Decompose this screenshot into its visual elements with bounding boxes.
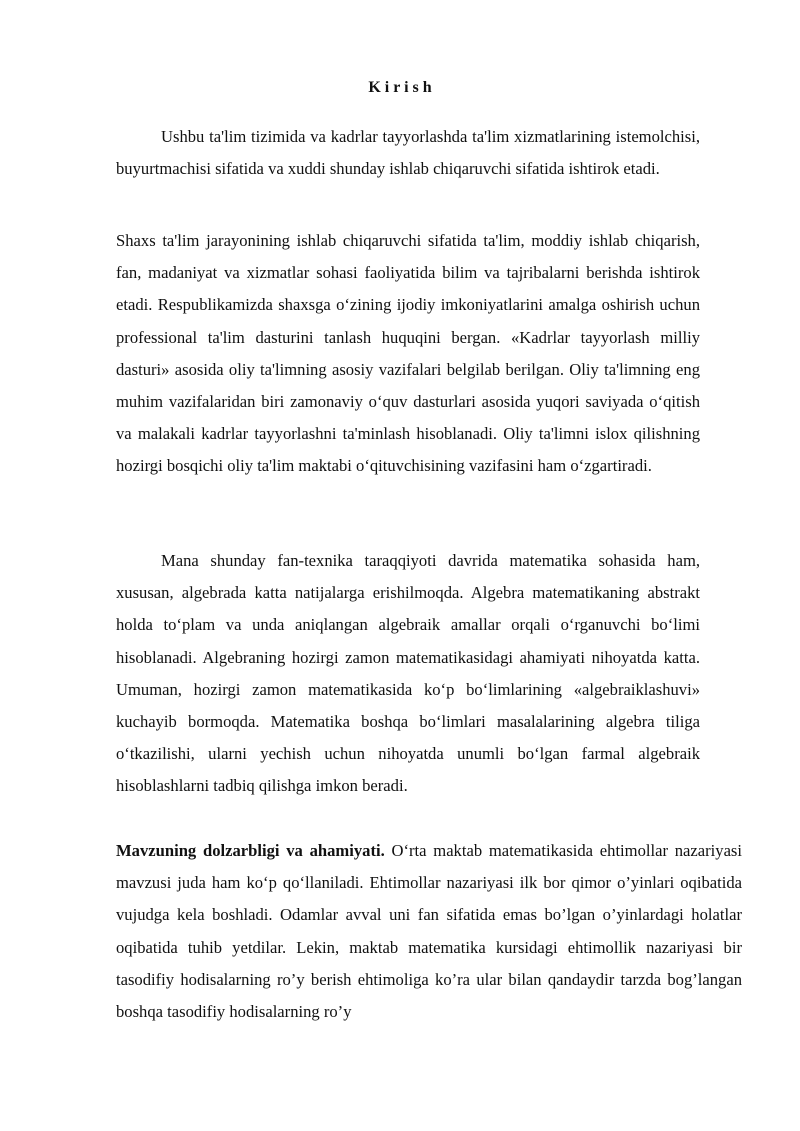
paragraph-intro: Ushbu ta'lim tizimida va kadrlar tayyorlashda ta'lim xizmatlarining istemolchisi, buyurtmachisi sifatida va xuddi shunday ishlab chiqaruvchi sifatida ishtirok etadi. — [116, 127, 700, 179]
paragraph-relevance — [116, 835, 742, 1028]
relevance-heading: Mavzuning dolzarbligi va ahamiyati. — [116, 841, 385, 860]
relevance-text: O‘rta maktab matematikasida ehtimollar nazariyasi mavzusi juda ham ko‘p qo‘llaniladi. Ehtimollar nazariyasi ilk bor qimor o’yinlari oqibatida vujudga kela boshladi. Odamlar avval uni fan sifatida emas bo’lgan o’yinlardagi holatlar oqibatida tuhib yetdilar. Lekin, maktab matematika kursidagi ehtimollik nazariyasi bir tasodifiy hodisalarning ro’y berish ehtimoliga ko’ra ular bilan qandaydir tarzda bog’langan boshqa tasodifiy hodisalarning ro’y — [116, 841, 742, 1022]
page-title: K i r i s h — [368, 79, 432, 96]
paragraph-algebra: Mana shunday fan-texnika taraqqiyoti davrida matematika sohasida ham, xususan, algebrada katta natijalarga erishilmoqda. Algebra matematikaning abstrakt holda to‘plam va unda aniqlangan algebraik amallar orqali o‘rganuvchi bo‘limi hisoblanadi. Algebraning hozirgi zamon matematikasidagi ahamiyati nihoyatda katta. Umuman, hozirgi zamon matematikasida ko‘p bo‘limlarining «algebraiklashuvi» kuchayib bormoqda. Matematika boshqa bo‘limlari masalalarining algebra tiliga o‘tkazilishi, ularni yechish uchun nihoyatda unumli bo‘lgan farmal algebraik hisoblashlarni tadbiq qilishga imkon beradi. — [116, 551, 700, 796]
paragraph-higher-education: Shaxs ta'lim jarayonining ishlab chiqaruvchi sifatida ta'lim, moddiy ishlab chiqarish, fan, madaniyat va xizmatlar sohasi faoliyatida bilim va tajribalarni berishda ishtirok etadi. Respublikamizda shaxsga o‘zining ijodiy imkoniyatlarini amalga oshirish uchun professional ta'lim dasturini tanlash huquqini bergan. «Kadrlar tayyorlash milliy dasturi» asosida oliy ta'limning asosiy vazifalari belgilab berilgan. Oliy ta'limning eng muhim vazifalaridan biri zamonaviy o‘quv dasturlari asosida yuqori saviyada o‘qitish va malakali kadrlar tayyorlashni ta'minlash hisoblanadi. Oliy ta'limni islox qilishning hozirgi bosqichi oliy ta'lim maktabi o‘qituvchisining vazifasini ham o‘zgartiradi. — [116, 231, 700, 476]
